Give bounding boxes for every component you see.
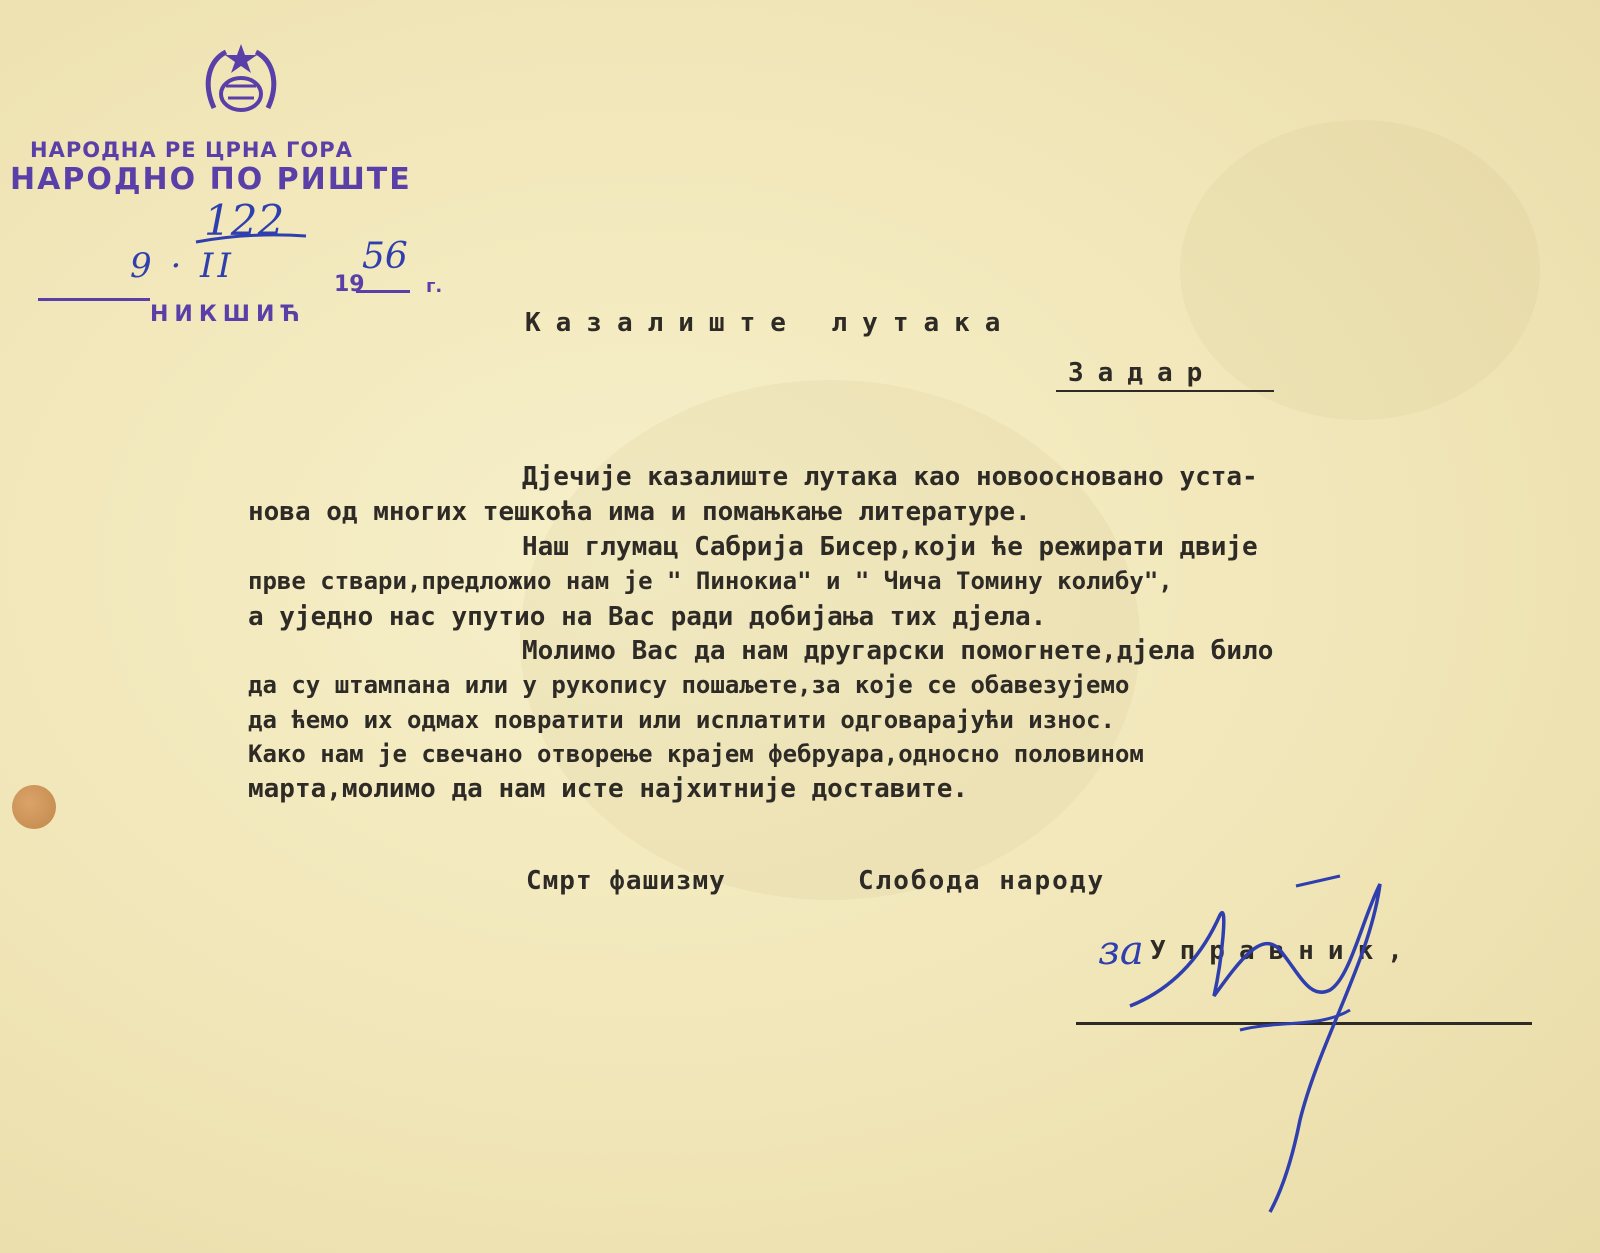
body-line: да ћемо их одмах повратити или исплатити одговарајући износ. bbox=[248, 706, 1115, 734]
addressee-city: Задар bbox=[1068, 358, 1217, 388]
signature-title: Управник, bbox=[1150, 936, 1417, 966]
stamp-year-prefix: 19 bbox=[334, 272, 365, 297]
handwritten-date: 9 · II bbox=[130, 246, 235, 286]
body-line: а уједно нас упутио на Вас ради добијања тих дјела. bbox=[248, 602, 1047, 632]
body-line: прве ствари,предложио нам је " Пинокиа" и " Чича Томину колибу", bbox=[248, 567, 1173, 595]
body-line: Како нам је свечано отворење крајем фебруара,односно половином bbox=[248, 740, 1144, 768]
handwritten-za: за bbox=[1098, 928, 1144, 974]
body-line: Дјечије казалиште лутака као новоосновано уста- bbox=[522, 462, 1258, 492]
body-line: Наш глумац Сабрија Бисер,који ће режирати двије bbox=[522, 532, 1258, 562]
closing-slogan-fascism: Смрт фашизму bbox=[526, 866, 726, 896]
addressee-name: Казалиште лутака bbox=[525, 308, 1016, 338]
body-line: нова од многих тешкоћа има и помањкање литературе. bbox=[248, 497, 1031, 527]
body-line: Молимо Вас да нам другарски помогнете,дјела било bbox=[522, 636, 1274, 666]
body-line: да су штампана или у рукопису пошаљете,за које се обавезујемо bbox=[248, 671, 1130, 699]
handwritten-year: 56 bbox=[362, 236, 408, 277]
closing-slogan-freedom: Слобода народу bbox=[858, 866, 1106, 896]
body-line: марта,молимо да нам исте најхитније доставите. bbox=[248, 774, 969, 804]
stamp-year-suffix: г. bbox=[426, 276, 443, 297]
stamp-city: НИКШИЋ bbox=[150, 302, 306, 327]
punch-hole-marker bbox=[12, 785, 56, 829]
handwritten-registry-number: 122 bbox=[204, 196, 285, 245]
stamp-line-republic: НАРОДНА РЕ ЦРНА ГОРА bbox=[30, 138, 353, 162]
stamp-line-theatre: НАРОДНО ПО РИШТЕ bbox=[10, 162, 412, 197]
